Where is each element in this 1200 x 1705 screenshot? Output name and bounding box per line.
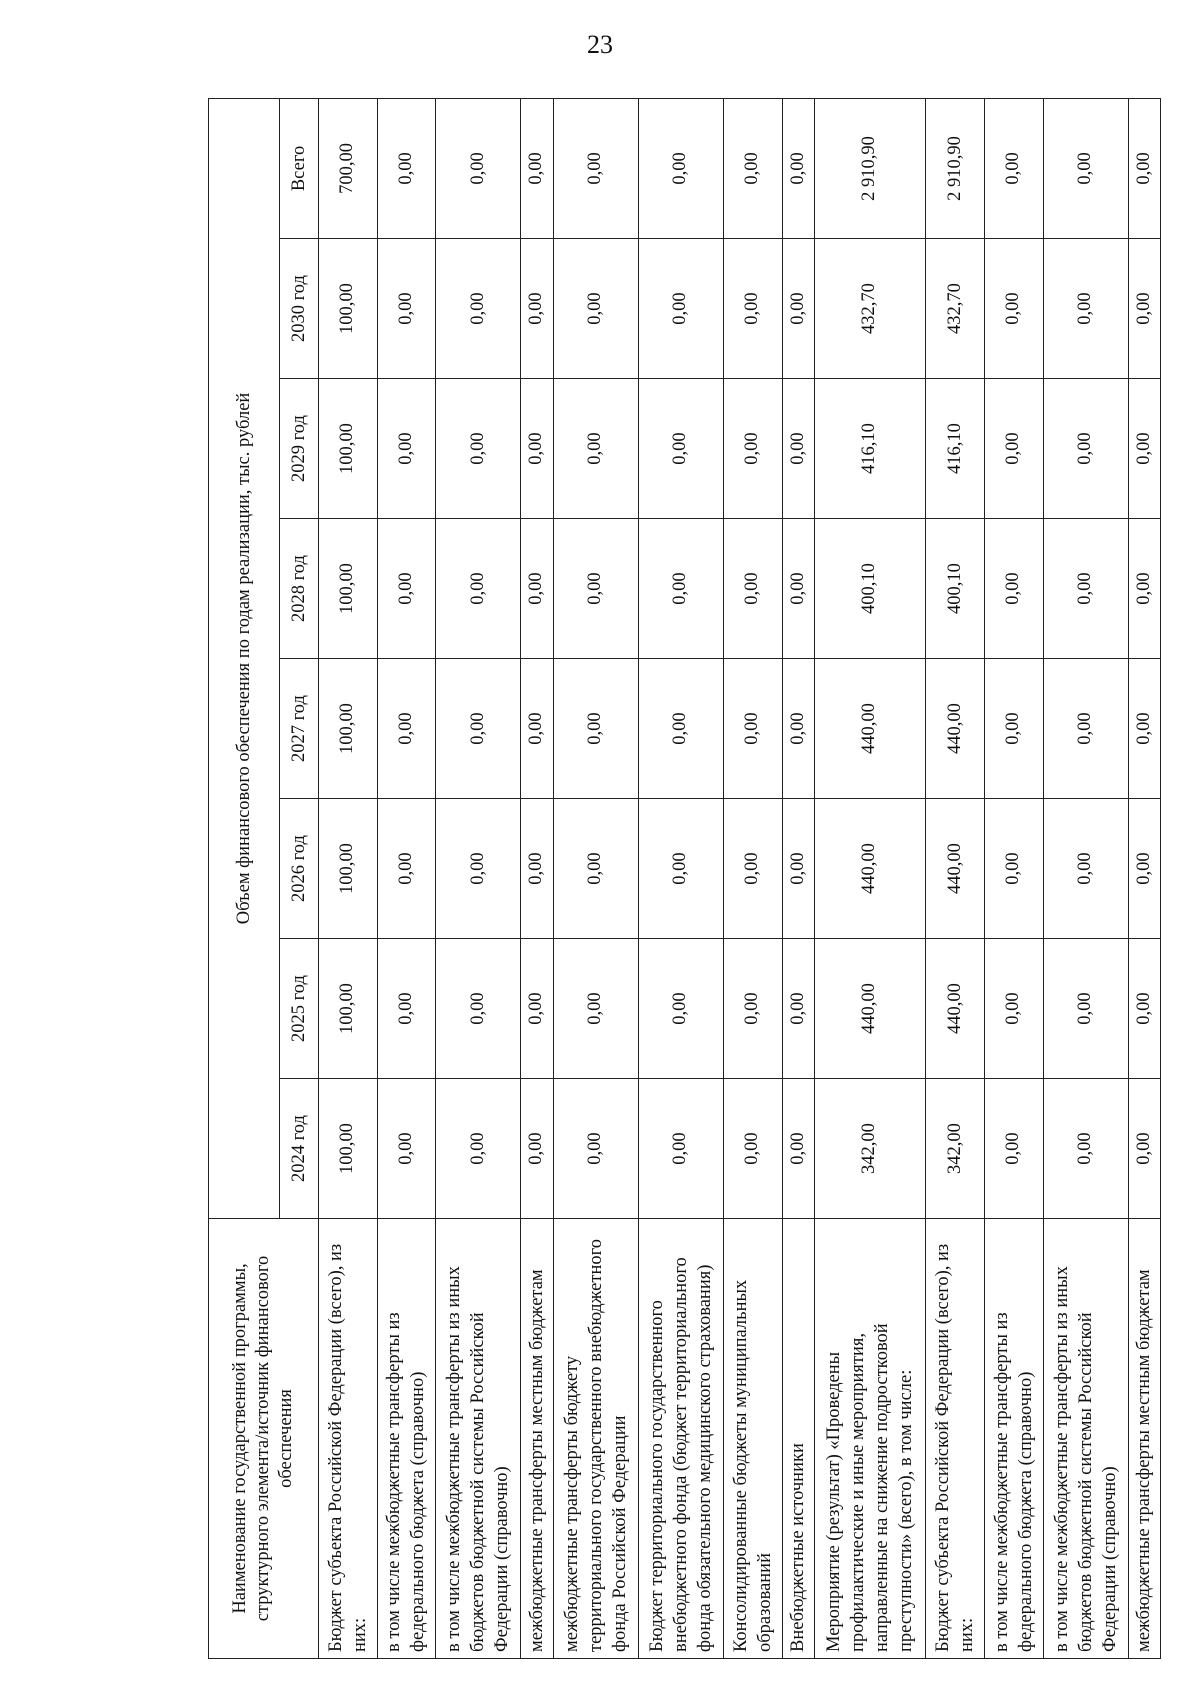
cell-value: 0,00 <box>521 799 553 939</box>
year-header-5: 2029 год <box>280 379 319 519</box>
financing-table <box>208 98 1161 1659</box>
table-row <box>926 98 985 1658</box>
cell-value: 0,00 <box>521 98 553 238</box>
cell-value: 0,00 <box>638 98 723 238</box>
cell-value: 0,00 <box>521 379 553 519</box>
table-row <box>436 98 521 1658</box>
table-row <box>377 98 436 1658</box>
cell-value: 0,00 <box>377 799 436 939</box>
table-body <box>319 98 1161 1658</box>
cell-value: 416,10 <box>814 379 926 519</box>
year-header-6: 2030 год <box>280 239 319 379</box>
cell-value: 0,00 <box>984 98 1043 238</box>
cell-value: 0,00 <box>1043 799 1128 939</box>
row-label: в том числе межбюджетные трансферты из иных бюджетов бюджетной системы Российской Федерации (справочно) <box>1043 1219 1128 1659</box>
year-header-2: 2026 год <box>280 799 319 939</box>
cell-value: 0,00 <box>638 939 723 1079</box>
cell-value: 0,00 <box>984 379 1043 519</box>
row-label: Консолидированные бюджеты муниципальных образований <box>723 1219 782 1659</box>
table-row <box>782 98 814 1658</box>
table-row <box>521 98 553 1658</box>
cell-value: 0,00 <box>782 939 814 1079</box>
cell-value: 0,00 <box>553 98 638 238</box>
cell-value: 0,00 <box>1043 98 1128 238</box>
cell-value: 0,00 <box>723 519 782 659</box>
cell-value: 0,00 <box>1128 659 1160 799</box>
row-label: Мероприятие (результат) «Проведены профилактические и иные мероприятия, направленные на снижение подростковой преступности» (всего), в том числе: <box>814 1219 926 1659</box>
cell-value: 0,00 <box>553 1079 638 1219</box>
cell-value: 0,00 <box>436 519 521 659</box>
cell-value: 0,00 <box>782 519 814 659</box>
row-label: межбюджетные трансферты бюджету территориального государственного внебюджетного фонда Российской Федерации <box>553 1219 638 1659</box>
cell-value: 0,00 <box>553 239 638 379</box>
row-label: Бюджет территориального государственного внебюджетного фонда (бюджет территориального фонда обязательного медицинского страхования) <box>638 1219 723 1659</box>
table-row <box>723 98 782 1658</box>
row-label: Внебюджетные источники <box>782 1219 814 1659</box>
cell-value: 0,00 <box>553 519 638 659</box>
cell-value: 440,00 <box>926 659 985 799</box>
cell-value: 0,00 <box>1043 519 1128 659</box>
cell-value: 0,00 <box>1128 98 1160 238</box>
year-header-0: 2024 год <box>280 1079 319 1219</box>
row-label: межбюджетные трансферты местным бюджетам <box>1128 1219 1160 1659</box>
cell-value: 0,00 <box>1128 1079 1160 1219</box>
cell-value: 0,00 <box>377 939 436 1079</box>
table-row <box>638 98 723 1658</box>
cell-value: 0,00 <box>1043 1079 1128 1219</box>
cell-value: 0,00 <box>1128 239 1160 379</box>
table-row <box>1128 98 1160 1658</box>
cell-value: 0,00 <box>553 659 638 799</box>
cell-value: 0,00 <box>723 239 782 379</box>
cell-value: 0,00 <box>521 1079 553 1219</box>
cell-value: 440,00 <box>926 799 985 939</box>
cell-value: 0,00 <box>377 1079 436 1219</box>
cell-value: 0,00 <box>377 98 436 238</box>
cell-value: 400,10 <box>814 519 926 659</box>
year-header-1: 2025 год <box>280 939 319 1079</box>
table-row <box>814 98 926 1658</box>
year-header-3: 2027 год <box>280 659 319 799</box>
cell-value: 0,00 <box>1128 939 1160 1079</box>
cell-value: 0,00 <box>1043 239 1128 379</box>
row-label: Бюджет субъекта Российской Федерации (всего), из них: <box>926 1219 985 1659</box>
cell-value: 0,00 <box>436 98 521 238</box>
cell-value: 100,00 <box>319 799 378 939</box>
cell-value: 0,00 <box>521 939 553 1079</box>
cell-value: 0,00 <box>377 659 436 799</box>
rotated-table-frame <box>208 99 1161 1659</box>
cell-value: 0,00 <box>984 519 1043 659</box>
cell-value: 0,00 <box>638 1079 723 1219</box>
table-row <box>1043 98 1128 1658</box>
cell-value: 400,10 <box>926 519 985 659</box>
cell-value: 0,00 <box>377 379 436 519</box>
cell-value: 342,00 <box>926 1079 985 1219</box>
cell-value: 0,00 <box>782 379 814 519</box>
year-header-7: Всего <box>280 98 319 238</box>
page-number: 23 <box>587 30 613 59</box>
name-column-header: Наименование государственной программы, структурного элемента/источник финансового обеспечения <box>209 1219 319 1659</box>
cell-value: 100,00 <box>319 1079 378 1219</box>
cell-value: 432,70 <box>814 239 926 379</box>
cell-value: 0,00 <box>723 379 782 519</box>
cell-value: 0,00 <box>782 1079 814 1219</box>
table-row <box>553 98 638 1658</box>
year-header-4: 2028 год <box>280 519 319 659</box>
cell-value: 0,00 <box>984 1079 1043 1219</box>
cell-value: 0,00 <box>984 239 1043 379</box>
cell-value: 0,00 <box>553 939 638 1079</box>
cell-value: 0,00 <box>436 799 521 939</box>
cell-value: 700,00 <box>319 98 378 238</box>
cell-value: 0,00 <box>521 659 553 799</box>
cell-value: 100,00 <box>319 939 378 1079</box>
cell-value: 0,00 <box>521 519 553 659</box>
cell-value: 0,00 <box>436 379 521 519</box>
cell-value: 0,00 <box>377 519 436 659</box>
cell-value: 440,00 <box>814 799 926 939</box>
cell-value: 0,00 <box>723 98 782 238</box>
row-label: в том числе межбюджетные трансферты из иных бюджетов бюджетной системы Российской Федерации (справочно) <box>436 1219 521 1659</box>
cell-value: 0,00 <box>638 239 723 379</box>
cell-value: 432,70 <box>926 239 985 379</box>
cell-value: 0,00 <box>723 939 782 1079</box>
cell-value: 0,00 <box>436 239 521 379</box>
cell-value: 440,00 <box>814 939 926 1079</box>
cell-value: 100,00 <box>319 239 378 379</box>
cell-value: 0,00 <box>1128 519 1160 659</box>
cell-value: 440,00 <box>926 939 985 1079</box>
cell-value: 416,10 <box>926 379 985 519</box>
cell-value: 100,00 <box>319 659 378 799</box>
cell-value: 0,00 <box>984 659 1043 799</box>
cell-value: 0,00 <box>782 799 814 939</box>
table-header <box>209 98 319 1658</box>
cell-value: 0,00 <box>1043 659 1128 799</box>
cell-value: 0,00 <box>984 799 1043 939</box>
cell-value: 0,00 <box>553 379 638 519</box>
table-row <box>984 98 1043 1658</box>
cell-value: 0,00 <box>436 1079 521 1219</box>
row-label: в том числе межбюджетные трансферты из федерального бюджета (справочно) <box>984 1219 1043 1659</box>
cell-value: 0,00 <box>436 939 521 1079</box>
cell-value: 0,00 <box>723 659 782 799</box>
cell-value: 0,00 <box>553 799 638 939</box>
cell-value: 0,00 <box>723 1079 782 1219</box>
cell-value: 100,00 <box>319 519 378 659</box>
row-label: в том числе межбюджетные трансферты из федерального бюджета (справочно) <box>377 1219 436 1659</box>
cell-value: 0,00 <box>723 799 782 939</box>
cell-value: 0,00 <box>782 239 814 379</box>
cell-value: 0,00 <box>638 659 723 799</box>
cell-value: 342,00 <box>814 1079 926 1219</box>
cell-value: 0,00 <box>436 659 521 799</box>
cell-value: 0,00 <box>782 659 814 799</box>
cell-value: 0,00 <box>984 939 1043 1079</box>
cell-value: 2 910,90 <box>814 98 926 238</box>
cell-value: 2 910,90 <box>926 98 985 238</box>
volume-column-header: Объем финансового обеспечения по годам реализации, тыс. рублей <box>209 98 280 1218</box>
cell-value: 440,00 <box>814 659 926 799</box>
cell-value: 0,00 <box>377 239 436 379</box>
cell-value: 0,00 <box>782 98 814 238</box>
cell-value: 100,00 <box>319 379 378 519</box>
row-label: Бюджет субъекта Российской Федерации (всего), из них: <box>319 1219 378 1659</box>
cell-value: 0,00 <box>638 379 723 519</box>
table-row <box>319 98 378 1658</box>
cell-value: 0,00 <box>1128 799 1160 939</box>
cell-value: 0,00 <box>638 799 723 939</box>
row-label: межбюджетные трансферты местным бюджетам <box>521 1219 553 1659</box>
cell-value: 0,00 <box>638 519 723 659</box>
cell-value: 0,00 <box>1128 379 1160 519</box>
cell-value: 0,00 <box>521 239 553 379</box>
cell-value: 0,00 <box>1043 379 1128 519</box>
cell-value: 0,00 <box>1043 939 1128 1079</box>
financing-table-container <box>208 99 1161 1659</box>
